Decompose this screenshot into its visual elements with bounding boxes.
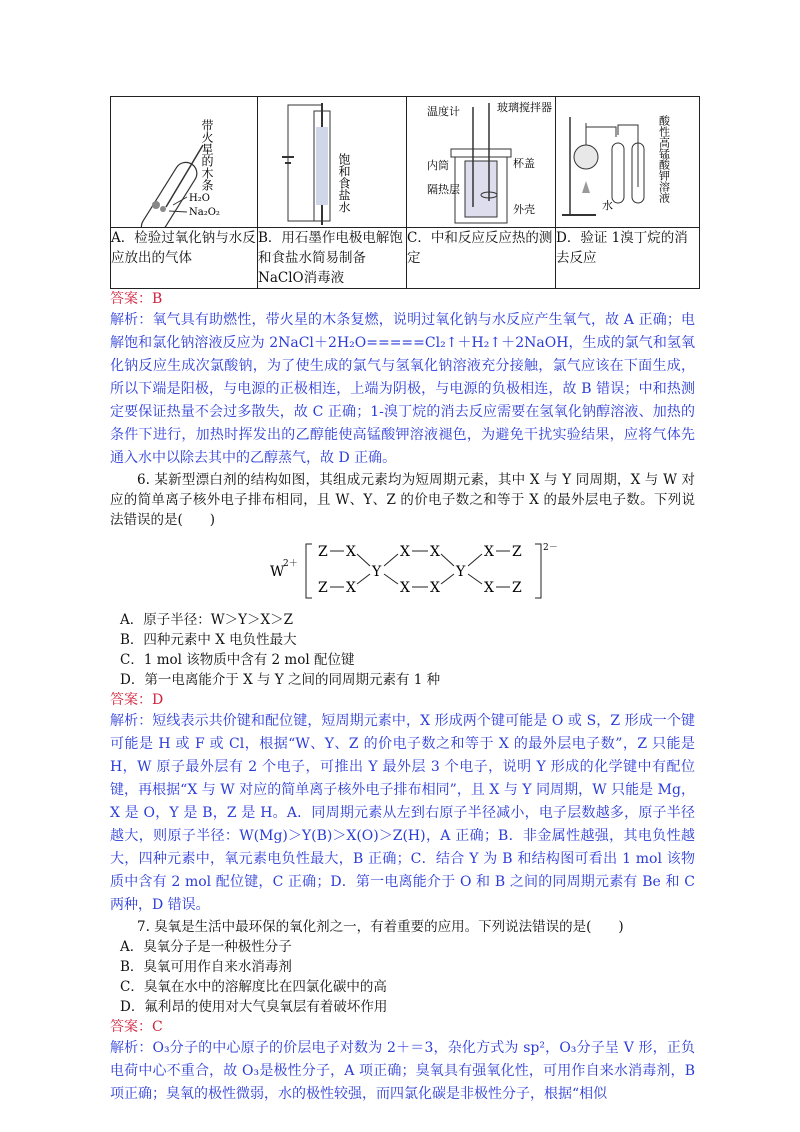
q6-stem: 6. 某新型漂白剂的结构如图，其组成元素均为短周期元素，其中 X 与 Y 同周期，X 与 W 对应的简单离子核外电子排布相同，且 W、Y、Z 的价电子数之和等于 X 的最外层电子数。下列说法错误的是( ): [110, 472, 695, 528]
q6-option-c: C．1 mol 该物质中含有 2 mol 配位键: [120, 652, 355, 668]
experiment-table: [110, 96, 700, 289]
q7-option-b: B．臭氧可用作自来水消毒剂: [120, 959, 292, 975]
caption-c: C．中和反应反应热的测定: [407, 228, 556, 289]
caption-b: B．用石墨作电极电解饱和食盐水简易制备NaClO消毒液: [258, 228, 407, 289]
atom-x1: X: [346, 544, 356, 560]
cell-a-figure: [111, 97, 258, 228]
atom-z3: Z: [512, 544, 522, 560]
metal-charge: 2＋: [283, 559, 298, 569]
electrolysis-figure: [258, 97, 406, 227]
thermometer-label: 温度计: [427, 105, 460, 118]
metal-symbol: W: [270, 564, 285, 580]
stirrer-label: 玻璃搅拌器: [497, 101, 552, 114]
elimination-figure: [556, 97, 699, 227]
q7-option-d: D．氟利昂的使用对大气臭氧层有着破坏作用: [120, 999, 388, 1015]
caption-d: D．验证 1溴丁烷的消去反应: [556, 228, 700, 289]
atom-x7: X: [484, 544, 494, 560]
atom-z1: Z: [318, 544, 328, 560]
cell-b-figure: [258, 97, 407, 228]
atom-z4: Z: [512, 580, 522, 596]
structure-diagram: [110, 536, 695, 606]
cell-c-figure: [407, 97, 556, 228]
insulation-label: 隔热层: [427, 183, 460, 196]
kmno4-label: 酸性高锰酸钾溶液: [657, 115, 671, 203]
h2o-label: H₂O: [189, 193, 210, 204]
inner-label: 内筒: [427, 159, 449, 172]
q7-analysis: 解析：O₃分子的中心原子的价层电子对数为 2＋＝3，杂化方式为 sp²，O₃分子呈 V 形，正负电荷中心不重合，故 O₃是极性分子，A 项正确；臭氧具有强氧化性，可用作自来水消毒剂，B 项正确；臭氧的极性微弱，水的极性较强，而四氯化碳是非极性分子，根据“相似: [110, 1040, 695, 1102]
q6-answer: 答案：D: [110, 692, 164, 708]
q7-stem: 7. 臭氧是生活中最环保的氧化剂之一，有着重要的应用。下列说法错误的是( ): [137, 919, 624, 935]
cell-d-figure: [556, 97, 700, 228]
atom-z2: Z: [318, 580, 328, 596]
q6-option-b: B．四种元素中 X 电负性最大: [120, 632, 297, 648]
atom-x2: X: [346, 580, 356, 596]
page-content: [110, 96, 695, 1106]
atom-y1: Y: [372, 564, 382, 580]
q7-answer: 答案：C: [110, 1019, 163, 1035]
atom-x6: X: [430, 580, 440, 596]
brine-label: 饱和食盐水: [337, 153, 351, 213]
test-tube-figure: [111, 97, 257, 227]
calorimeter-figure: [407, 97, 555, 227]
na2o2-label: Na₂O₂: [189, 207, 220, 218]
atom-x4: X: [400, 580, 410, 596]
q6-option-d: D．第一电离能介于 X 与 Y 之间的同周期元素有 1 种: [120, 672, 441, 688]
q5-analysis: 解析：氧气具有助燃性，带火星的木条复燃，说明过氧化钠与水反应产生氧气，故 A 正确；电解饱和氯化钠溶液反应为 2NaCl＋2H₂O=====Cl₂↑＋H₂↑＋2NaOH，生成的氯气和氢氧化钠反应生成次氯酸钠，为了使生成的氯气与氢氧化钠溶液充分接触，氯气应该在下面生成，所以下端是阳极，与电源的正极相连，上端为阴极，与电源的负极相连，故 B 错误；中和热测定要保证热量不会过多散失，故 C 正确；1-溴丁烷的消去反应需要在氢氧化钠醇溶液、加热的条件下进行，加热时挥发出的乙醇能使高锰酸钾溶液褪色，为避免干扰实验结果，应将气体先通入水中以除去其中的乙醇蒸气，故 D 正确。: [110, 312, 695, 466]
atom-y2: Y: [456, 564, 466, 580]
lid-label: 杯盖: [513, 157, 535, 170]
shell-label: 外壳: [513, 203, 535, 216]
q6-option-a: A．原子半径：W＞Y＞X＞Z: [120, 612, 294, 628]
atom-x5: X: [430, 544, 440, 560]
stick-label: 带火星的木条: [200, 119, 214, 191]
q7-option-c: C．臭氧在水中的溶解度比在四氯化碳中的高: [120, 979, 387, 995]
q7-option-a: A．臭氧分子是一种极性分子: [120, 939, 292, 955]
anion-charge: 2－: [543, 543, 558, 553]
caption-a: A．检验过氧化钠与水反应放出的气体: [111, 228, 258, 289]
q6-analysis: 解析：短线表示共价键和配位键，短周期元素中，X 形成两个键可能是 O 或 S，Z 形成一个键可能是 H 或 F 或 Cl，根据“W、Y、Z 的价电子数之和等于 X 的最外层电子数”，Z 只能是 H，W 原子最外层有 2 个电子，可推出 Y 最外层 3 个电子，说明 Y 形成的化学键中有配位键，再根据“X 与 W 对应的简单离子核外电子排布相同”，且 X 与 Y 同周期，W 只能是 Mg，X 是 O，Y 是 B，Z 是 H。A．同周期元素从左到右原子半径减小，电子层数越多，原子半径越大，则原子半径：W(Mg)＞Y(B)＞X(O)＞Z(H)，A 正确；B．非金属性越强，其电负性越大，四种元素中，氧元素电负性最大，B 正确；C．结合 Y 为 B 和结构图可看出 1 mol 该物质中含有 2 mol 配位键，C 正确；D．第一电离能介于 O 和 B 之间的同周期元素有 Be 和 C 两种，D 错误。: [110, 713, 695, 913]
q5-answer: 答案：B: [110, 291, 163, 307]
bleach-structure: [110, 536, 695, 606]
atom-x3: X: [400, 544, 410, 560]
atom-x8: X: [484, 580, 494, 596]
water-label: 水: [602, 199, 613, 212]
